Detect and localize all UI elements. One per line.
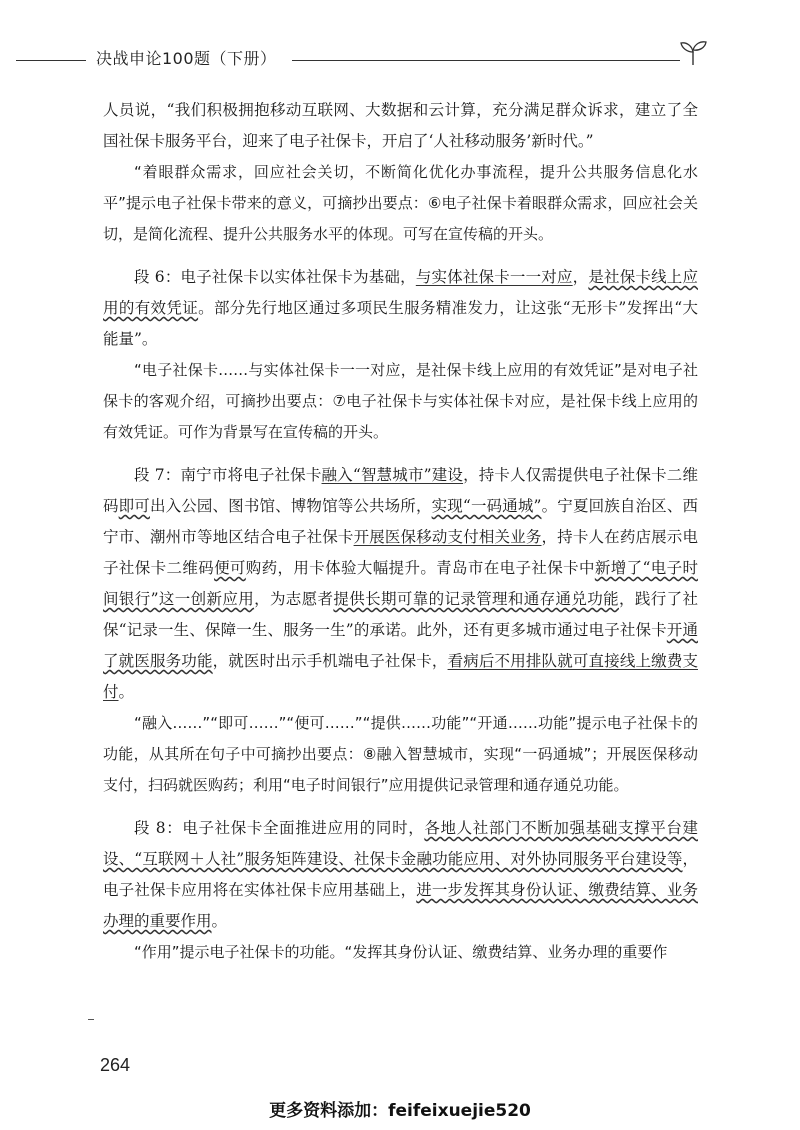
wavy-underlined-phrase: 进一步发挥其身份认证、缴费结算、业务办理的重要作用 [103, 881, 698, 930]
underlined-phrase: 融入“智慧城市”建设 [321, 466, 464, 484]
footer-note: 更多资料添加：feifeixuejie520 [269, 1101, 531, 1121]
margin-mark [88, 1019, 94, 1020]
analysis-paragraph [103, 157, 698, 250]
header-rule-right [292, 60, 680, 61]
wavy-underlined-phrase: 实现“一码通城” [431, 497, 542, 515]
text-run: 人员说，“我们积极拥抱移动互联网、大数据和云计算，充分满足群众诉求，建立了全国社保卡服务平台，迎来了电子社保卡，开启了‘人社移动服务’新时代。” [103, 101, 698, 150]
header-rule-left [16, 60, 86, 61]
underlined-phrase: 看病后不用排队就可直接线上缴费支付 [103, 652, 698, 701]
source-paragraph-8 [103, 813, 698, 937]
sprout-icon [678, 38, 708, 66]
text-run: ， [572, 268, 589, 286]
underlined-phrase: 开展医保移动支付相关业务 [353, 528, 542, 546]
text-run: 段 8：电子社保卡全面推进应用的同时， [134, 819, 425, 837]
wavy-underlined-phrase: 各地人社部门不断加强基础支撑平台建设、“互联网＋人社”服务矩阵建设、社保卡金融功能应用、对外协同服务平台建设等 [103, 819, 698, 868]
underlined-phrase: 与实体社保卡一一对应 [415, 268, 573, 286]
running-header [0, 38, 800, 78]
text-run: ，电子社保卡应用将在实体社保卡应用基础上， [103, 850, 698, 899]
analysis-paragraph [103, 708, 698, 801]
text-run: “作用”提示电子社保卡的功能。“发挥其身份认证、缴费结算、业务办理的重要作 [134, 943, 668, 961]
wavy-underlined-phrase: 开通了就医服务功能 [103, 621, 698, 670]
wavy-underlined-phrase: 即可 [118, 497, 150, 515]
wavy-underlined-phrase: 新增了“电子时间银行”这一创新应用 [103, 559, 698, 608]
text-run: 。宁夏回族自治区、西宁市、潮州市等地区结合电子社保卡 [103, 497, 698, 546]
wavy-underlined-phrase: 提供长期可靠的记录管理和通存通兑功能 [333, 590, 619, 608]
wavy-underlined-phrase: 是社保卡线上应用的有效凭证 [103, 268, 698, 317]
text-run: “着眼群众需求，回应社会关切，不断简化优化办事流程，提升公共服务信息化水平”提示电子社保卡带来的意义，可摘抄出要点：⑥电子社保卡着眼群众需求，回应社会关切，是简化流程、提升公共服务水平的体现。可写在宣传稿的开头。 [103, 163, 698, 243]
text-run: 出入公园、图书馆、博物馆等公共场所， [149, 497, 432, 515]
text-run: ，持卡人仅需提供电子社保卡二维码 [103, 466, 698, 515]
text-run: 段 6：电子社保卡以实体社保卡为基础， [134, 268, 416, 286]
text-run: “电子社保卡……与实体社保卡一一对应，是社保卡线上应用的有效凭证”是对电子社保卡的客观介绍，可摘抄出要点：⑦电子社保卡与实体社保卡对应，是社保卡线上应用的有效凭证。可作为背景写在宣传稿的开头。 [103, 361, 698, 441]
text-run: 段 7：南宁市将电子社保卡 [134, 466, 322, 484]
source-paragraph-7 [103, 460, 698, 708]
text-run: 。 [118, 683, 135, 701]
text-run: 。部分先行地区通过多项民生服务精准发力，让这张“无形卡”发挥出“大能量”。 [103, 299, 698, 348]
book-title: 决战申论100题（下册） [96, 49, 277, 68]
page-body [103, 95, 698, 968]
wavy-underlined-phrase: 便可 [214, 559, 246, 577]
paragraph-text [103, 95, 698, 157]
analysis-paragraph [103, 355, 698, 448]
text-run: ，为志愿者 [254, 590, 334, 608]
page-number: 264 [100, 1055, 131, 1075]
analysis-paragraph [103, 937, 698, 968]
text-run: ，就医时出示手机端电子社保卡， [212, 652, 448, 670]
text-run: 购药，用卡体验大幅提升。青岛市在电子社保卡中 [245, 559, 595, 577]
text-run: “融入……”“即可……”“便可……”“提供……功能”“开通……功能”提示电子社保卡的功能，从其所在句子中可摘抄出要点：⑧融入智慧城市，实现“一码通城”；开展医保移动支付，扫码就医购药；利用“电子时间银行”应用提供记录管理和通存通兑功能。 [103, 714, 698, 794]
text-run: 。 [211, 912, 228, 930]
text-run: ，持卡人在药店展示电子社保卡二维码 [103, 528, 698, 577]
source-paragraph-6 [103, 262, 698, 355]
text-run: ，践行了社保“记录一生、保障一生、服务一生”的承诺。此外，还有更多城市通过电子社保卡 [103, 590, 698, 639]
